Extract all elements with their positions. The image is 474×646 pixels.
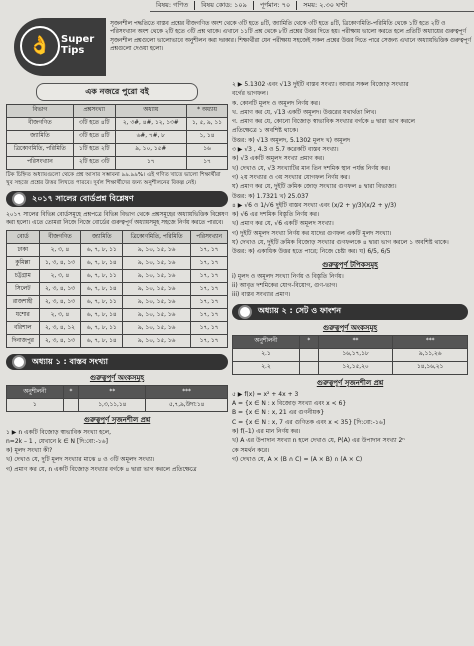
- chapter2-table-cell: [299, 348, 318, 361]
- board-table-row: [7, 257, 228, 270]
- question-line: ক) f(–1) এর মান নির্ণয় কর।: [232, 428, 301, 435]
- chapter2-table-cell: ১৪,১৬,২১: [393, 361, 468, 374]
- board-table-cell: ১, ৩, ৪, ১৩: [39, 257, 81, 270]
- board-table-cell: যশোর: [7, 309, 40, 322]
- board-table-row: [7, 309, 228, 322]
- overview-table-header-cell: প্রশ্নসংখ্যা: [73, 105, 115, 118]
- time-label: সময়: ২.৩০ ঘণ্টা: [303, 1, 348, 10]
- bullet-icon: [12, 192, 26, 206]
- question-line: গ. প্রমাণ কর যে, কোনো বিজোড় স্বাভাবিক সংখ্যার বর্গকে ৪ দ্বারা ভাগ করলে: [232, 118, 415, 126]
- board-analysis-title: ২০১৭ সালের বোর্ডপ্রশ্ন বিশ্লেষণ: [32, 193, 134, 203]
- board-table-cell: ২, ৩, ৪, ১৩: [39, 296, 81, 309]
- question-line: উত্তর: ক) √13 অমূলদ, 5.1302 মূলদ খ) অমূলদ: [232, 136, 351, 144]
- chapter2-table-cell: ১৬,১৭,১৮: [318, 348, 393, 361]
- overview-table-cell: ১৬: [186, 144, 227, 157]
- topic-item: i) মূলদ ও অমূলদ সংখ্যা নির্ণয় ও বিস্তৃতি নির্ণয়।: [232, 272, 344, 280]
- question-line: A = {x ∈ N : x বিজোড় সংখ্যা এবং x < 6}: [232, 400, 347, 408]
- question-line: ক. কোনটি মূলদ ও অমূলদ নির্ণয় কর।: [232, 99, 321, 107]
- board-table-row: [7, 296, 228, 309]
- question-line: C = {x ∈ N : x, 7 এর গুণিতক এবং x < 35} [দি:বো:-১৬]: [232, 418, 386, 426]
- bullet-icon: [238, 305, 252, 319]
- question-line: ক) মূলদ সংখ্যা কী?: [6, 447, 53, 455]
- chapter1-table-cell: ৫,৭,৯,উদা:১৪: [146, 399, 228, 412]
- board-table-cell: ৬, ৭, ৮, ১৪: [81, 335, 123, 348]
- chapter1-table-cell: [63, 399, 79, 412]
- board-table-cell: রাজশাহী: [7, 296, 40, 309]
- board-table-cell: ২, ৩, ৪, ১৩: [39, 335, 81, 348]
- overview-table-cell: ১৭: [115, 157, 186, 170]
- chapter1-title: অধ্যায় ১ : বাস্তব সংখ্যা: [32, 357, 108, 367]
- code-label: বিষয় কোড: ১০৯: [201, 1, 247, 10]
- overview-table-cell: ৩টি হতে ৪টি: [73, 131, 115, 144]
- question-line: গ) প্রমাণ কর যে, n একটি বিজোড় সংখ্যার বর্গকে ৪ দ্বারা ভাগ করলে প্রতিক্ষেত্রে: [6, 465, 197, 473]
- creative-questions-heading-2: গুরুত্বপূর্ণ সৃজনশীল প্রশ্ন: [316, 378, 384, 387]
- board-table-cell: ৯, ১০, ১৫, ১৬: [123, 309, 191, 322]
- board-table-cell: ২, ৩, ৪: [39, 270, 81, 283]
- chapter2-heading: [232, 304, 468, 320]
- chapter1-table-cell: ১: [7, 399, 64, 412]
- board-table-cell: ২, ৩, ৪: [39, 244, 81, 257]
- board-table-cell: কুমিল্লা: [7, 257, 40, 270]
- question-line: ৫ ▶ f(x) = x² + 4x + 3: [232, 390, 299, 398]
- chapter2-table-header-cell: *: [299, 335, 318, 348]
- chapter1-table-header-cell: *: [63, 386, 79, 399]
- question-line: খ) A এর উপাদান সংখ্যা n হলে দেখাও যে, P(A) এর উপাদান সংখ্যা 2ⁿ: [232, 437, 405, 445]
- overview-table-cell: ২, ৩#, ৪#, ১২, ১৩#: [115, 118, 186, 131]
- chapter1-exercise-table: [6, 385, 228, 412]
- chapter2-table-row: [233, 348, 468, 361]
- board-table-cell: ২, ৩, ৪, ১৩: [39, 283, 81, 296]
- board-table-cell: ৬, ৭, ৮, ১১: [81, 270, 123, 283]
- right-question-list-b: [232, 390, 468, 464]
- board-table-row: [7, 335, 228, 348]
- board-table-row: [7, 244, 228, 257]
- board-table-cell: ৬, ৭, ৮, ১১: [81, 322, 123, 335]
- board-table-cell: ৯, ১০, ১৫, ১৬: [123, 335, 191, 348]
- section-board-analysis-heading: [6, 191, 228, 207]
- ok-hand-icon: 👌: [20, 26, 60, 66]
- overview-table-cell: জ্যামিতি: [7, 131, 74, 144]
- chapter1-table-header-cell: **: [79, 386, 146, 399]
- topics-list: [232, 272, 468, 300]
- overview-table-cell: ১টি হতে ২টি: [73, 144, 115, 157]
- overview-table-cell: ত্রিকোণমিতি, পরিমিতি: [7, 144, 74, 157]
- question-line: ২ ▶ 5.1302 এবং √13 দুইটি বাস্তব সংখ্যা। আবার সকল বিজোড় সংখ্যার: [232, 81, 409, 88]
- question-line: n=2k – 1 , যেখানে k ∈ N [দি:বো:-১৬]: [6, 437, 108, 445]
- right-question-list-a: [232, 80, 468, 257]
- board-table-cell: ৯, ১০, ১৫, ১৬: [123, 283, 191, 296]
- question-line: ঘ) প্রমাণ কর যে, দুইটি ক্রমিক জোড় সংখ্যার গুণফল ৪ দ্বারা বিভাজ্য।: [232, 183, 397, 191]
- board-table-cell: ১৭, ১৭: [191, 270, 228, 283]
- chapter2-exercise-table: [232, 335, 468, 375]
- chapter2-title: অধ্যায় ২ : সেট ও ফাংশন: [258, 306, 341, 316]
- question-line: বর্গের ভাগফল।: [232, 90, 269, 98]
- overview-table-cell: ১, ১৪: [186, 131, 227, 144]
- board-table-cell: ১৭, ১৭: [191, 335, 228, 348]
- overview-table-row: [7, 144, 228, 157]
- chapter2-table-cell: ২.১: [233, 348, 300, 361]
- chapter2-table-cell: ৯,১১,২৬: [393, 348, 468, 361]
- important-sums-heading: গুরুত্বপূর্ণ অংকসমূহ: [89, 374, 145, 383]
- section-overview-heading: এক নজরে পুরো বই: [36, 83, 198, 101]
- important-topics-heading: গুরুত্বপূর্ণ টপিকসমূহ: [322, 260, 378, 269]
- overview-table-cell: ৯, ১০, ১৫#: [115, 144, 186, 157]
- overview-table-cell: ২টি হতে ৩টি: [73, 157, 115, 170]
- question-line: খ. প্রমাণ কর যে, √13 একটি অমূলদ। উত্তরের যথার্থতা লিখ।: [232, 108, 377, 116]
- question-line: খ) দেখাও যে, দুটি মূলদ সংখ্যার মাঝে ৪ ও ৩টি অমূলদ সংখ্যা।: [6, 456, 155, 464]
- board-table-cell: ৯, ১০, ১৫, ১৬: [123, 257, 191, 270]
- chapter2-table-header-cell: অনুশীলনী: [233, 335, 300, 348]
- board-table-cell: ৯, ১০, ১৫, ১৬: [123, 270, 191, 283]
- board-table-cell: চট্টগ্রাম: [7, 270, 40, 283]
- board-table-cell: ১৭, ১৭: [191, 322, 228, 335]
- question-line: ৩ ▶ √3 , 4.3 ও 5.7 করেকটি বাস্তব সংখ্যা।: [232, 146, 339, 154]
- overview-table-cell: ৬#, ৭#, ৮: [115, 131, 186, 144]
- board-table-row: [7, 270, 228, 283]
- chapter2-table-row: [233, 361, 468, 374]
- board-analysis-paragraph: ২০১৭ সালের বিভিন্ন বোর্ডসমূহে প্রশ্নপত্রে বিভিন্ন বিভাগ থেকে প্রশ্নসমূহের অধ্যায়ভিত্তিক বিশ্লেষণ করা হলো। এতে তোমরা নিজে নিজে বোর্ডের গুরুত্বপূর্ণ অধ্যায়সমূহ সহজে নির্ণয় করতে পারবে।: [6, 212, 228, 227]
- board-table-row: [7, 322, 228, 335]
- divider: [296, 1, 297, 10]
- board-table-cell: ১৭, ১৭: [191, 244, 228, 257]
- board-table-cell: ১৭, ১৭: [191, 257, 228, 270]
- question-line: গ) দেখাও যে, A × (B ∩ C) = (A × B) ∩ (A × C): [232, 455, 363, 463]
- overview-table-cell: ৩টি হতে ৪টি: [73, 118, 115, 131]
- board-table-header-cell: বীজগণিত: [39, 231, 81, 244]
- board-table-cell: ৬, ৭, ৮, ১৪: [81, 309, 123, 322]
- important-sums-heading-2: গুরুত্বপূর্ণ অংকসমূহ: [322, 323, 378, 332]
- board-table-cell: ৬, ৭, ৮, ১১: [81, 244, 123, 257]
- overview-table-cell: বীজগণিত: [7, 118, 74, 131]
- tips-text: সৃজনশীল পদ্ধতিতে বাস্তব প্রশ্নের বীজগণিত অংশ থেকে ৩টি হতে ৪টি, জ্যামিতি থেকে ৩টি হতে ৪টি, ত্রিকোণমিতি-পরিমিতি থেকে ১টি হতে ২টি ও পরিসংখ্যান অংশ থেকে ২টি হতে ৩টি প্রশ্ন থাকে। এখানে ১১টি প্রশ্ন থেকে ৮টি প্রশ্নের উত্তর দিতে হয়। পরীক্ষায় ভালো করতে হলে প্রতিটি অধ্যায়ের গুরুত্বপূর্ণ সৃজনশীল প্রশ্নগুলো ভালোভাবে অনুশীলন করা দরকার। শিক্ষার্থীরা যেন পরীক্ষায় সহজেই সকল প্রশ্নের উত্তর দিতে পারে সেজন্য এখানে অধ্যায়ভিত্তিক গুরুত্বপূর্ণ প্রশ্নগুলো দেওয়া হলো।: [110, 21, 472, 53]
- super-tips-label: [61, 34, 94, 56]
- chapter1-table-header-cell: অনুশীলনী: [7, 386, 64, 399]
- question-line: গ) দুইটি অমূলদ সংখ্যা নির্ণয় কর যাদের গুণফল একটি মূলদ সংখ্যা।: [232, 229, 392, 237]
- divider: [194, 1, 195, 10]
- super-tips-box: [14, 18, 474, 76]
- marks-label: পূর্ণমান: ৭০: [259, 1, 291, 10]
- board-table-cell: বরিশাল: [7, 322, 40, 335]
- board-table-cell: ৯, ১০, ১৫, ১৬: [123, 322, 191, 335]
- tips-label-line2: Tips: [61, 45, 85, 56]
- overview-table-cell: ১, ৫, ৯, ১১: [186, 118, 227, 131]
- board-table-cell: ৯, ১০, ১৫, ১৬: [123, 296, 191, 309]
- super-tips-badge: [14, 18, 106, 76]
- chapter2-table-cell: [299, 361, 318, 374]
- chapter1-heading: [6, 354, 228, 370]
- chapter1-table-row: [7, 399, 228, 412]
- tips-label-line1: Super: [61, 34, 95, 45]
- chapter2-table-cell: ২.২: [233, 361, 300, 374]
- bullet-icon: [12, 355, 26, 369]
- question-line: উত্তর: ক) 1.7321 খ) 25.037: [232, 192, 309, 200]
- board-table-cell: ১৭, ১৭: [191, 309, 228, 322]
- board-table-cell: ১৭, ১৭: [191, 283, 228, 296]
- board-table-cell: ৯, ১০, ১৫, ১৬: [123, 244, 191, 257]
- creative-questions-heading: গুরুত্বপূর্ণ সৃজনশীল প্রশ্ন: [83, 416, 151, 425]
- overview-note: টিক চিহ্নিত অধ্যায়গুলো থেকে প্রশ্ন আসার সম্ভাবনা ৯৯.৯৯%। এই গণিত খাতে ভালো শিক্ষার্থীরা খুব সহজে প্রশ্নের উত্তর লিখতে পারবে। দুর্বল শিক্ষার্থীদের জন্য অনুশীলনের বিকল্প নেই।: [6, 172, 221, 186]
- question-line: ঘ) দেখাও যে, দুইটি ক্রমিক বিজোড় সংখ্যার গুণফলকে ৪ দ্বারা ভাগ করলে ১ অবশিষ্ট থাকে।: [232, 239, 449, 247]
- topic-item: iii) বাস্তব সংখ্যার প্রমাণ।: [232, 291, 291, 299]
- overview-table-cell: পরিসংখ্যান: [7, 157, 74, 170]
- board-table-cell: সিলেট: [7, 283, 40, 296]
- exam-info-bar: [150, 0, 474, 12]
- subject-label: বিষয়: গণিত: [156, 1, 189, 10]
- topic-item: ii) আবৃত দশমিকের যোগ-বিয়োগ, গুণ-ভাগ।: [232, 282, 338, 290]
- chapter2-table-header-cell: ***: [393, 335, 468, 348]
- board-table-cell: ২, ৩, ৪: [39, 309, 81, 322]
- question-line: খ) দেখাও যে, √3 সংখ্যাটির মান তিন দশমিক স্থান পর্যন্ত নির্ণয় কর।: [232, 164, 391, 172]
- board-table-header-cell: ত্রিকোণমিতি, পরিমিতি: [123, 231, 191, 244]
- chapter1-table-cell: ১,৩,১১,১৪: [79, 399, 146, 412]
- question-line: উত্তর: ক) একাধিক উত্তর হতে পারে; নিজে চেষ্টা কর। ঘ) 6/5, 6/5: [232, 248, 391, 256]
- question-line: গ) ২য় সংখ্যার ও ৩য় সংখ্যার যোগফল নির্ণয় কর।: [232, 173, 350, 181]
- board-table-cell: ২, ৩, ৪, ১২: [39, 322, 81, 335]
- question-line: ক) √3 একটি অমূলদ সংখ্যা প্রমাণ কর।: [232, 155, 325, 163]
- left-question-list: [6, 428, 228, 474]
- overview-table-row: [7, 131, 228, 144]
- question-line: প্রতিক্ষেত্রে ১ অবশিষ্ট থাকে।: [232, 127, 299, 135]
- overview-table-header-cell: বিভাগ: [7, 105, 74, 118]
- board-table-cell: ৬, ৭, ৮, ১৪: [81, 257, 123, 270]
- question-line: কে সমর্থন করে।: [232, 446, 270, 454]
- overview-table-row: [7, 157, 228, 170]
- overview-table-row: [7, 118, 228, 131]
- question-line: ৪ ▶ √6 ও 1/√6 দুইটি বাস্তব সংখ্যা এবং (x/2 + y/3)(x/2 + y/3): [232, 201, 397, 209]
- question-line: খ) প্রমাণ কর যে, √6 একটি অমূলদ সংখ্যা।: [232, 220, 334, 228]
- question-line: ১ ▶ n একটি বিজোড় স্বাভাবিক সংখ্যা হলে,: [6, 428, 112, 436]
- chapter1-table-header-cell: ***: [146, 386, 228, 399]
- board-table-cell: ৬, ৭, ৮, ১১: [81, 296, 123, 309]
- divider: [253, 1, 254, 10]
- question-line: B = {x ∈ N : x, 21 এর গুণনীয়ক}: [232, 409, 325, 417]
- question-line: ক) √6 এর দশমিক বিস্তৃতি নির্ণয় কর।: [232, 211, 320, 219]
- board-table-cell: ১৭, ১৭: [191, 296, 228, 309]
- right-column: [232, 80, 468, 464]
- board-table-cell: ৬, ৭, ৮, ১৪: [81, 283, 123, 296]
- chapter2-table-header-cell: **: [318, 335, 393, 348]
- overview-table: [6, 104, 228, 170]
- left-column: [6, 80, 228, 474]
- board-table-cell: ঢাকা: [7, 244, 40, 257]
- board-table-header-cell: বোর্ড: [7, 231, 40, 244]
- board-table-row: [7, 283, 228, 296]
- chapter2-table-cell: ১২,১৫,২০: [318, 361, 393, 374]
- board-table-header-cell: জ্যামিতি: [81, 231, 123, 244]
- overview-table-header-cell: * অধ্যায়: [186, 105, 227, 118]
- board-table-cell: দিনাজপুর: [7, 335, 40, 348]
- board-analysis-table: [6, 230, 228, 348]
- overview-table-header-cell: অধ্যায়: [115, 105, 186, 118]
- overview-table-cell: ১৭: [186, 157, 227, 170]
- board-table-header-cell: পরিসংখ্যান: [191, 231, 228, 244]
